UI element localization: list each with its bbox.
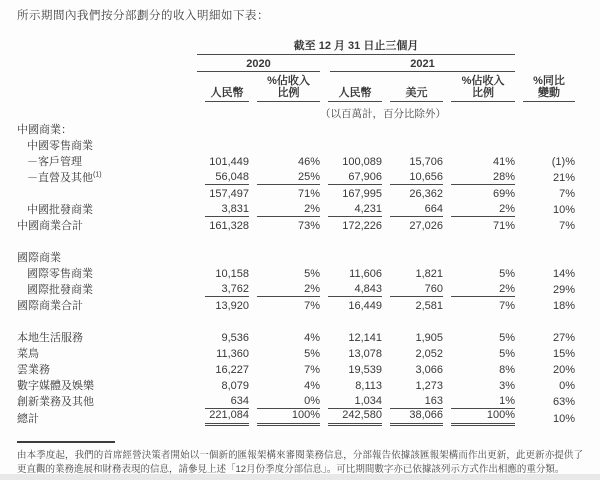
cell-value: 5%: [304, 348, 320, 360]
column-header-row: [17, 72, 575, 102]
row-label: 總計: [17, 413, 39, 425]
cell-value: [249, 121, 320, 137]
cell-value: 5%: [499, 348, 515, 360]
cell-yoy-change: (1)%: [551, 156, 575, 168]
table-row: [17, 297, 575, 313]
cell-value: 56,048: [197, 169, 249, 185]
cell-value: [382, 249, 443, 265]
cell-value: 5%: [499, 268, 515, 280]
cell-value: [197, 137, 249, 153]
row-label: 國際商業合計: [17, 300, 83, 312]
cell-yoy-change: 10%: [552, 413, 575, 425]
cell-value: [382, 137, 443, 153]
cell-yoy-change: 0%: [559, 380, 575, 392]
bottom-edge-band: [0, 474, 600, 480]
cell-value: 73%: [297, 220, 320, 232]
units-note: （以百萬計，百分比除外）: [320, 108, 446, 120]
table-row: [17, 185, 575, 201]
cell-value: 1,905: [415, 332, 443, 344]
table-row: [17, 409, 575, 426]
cell-value: 71%: [297, 188, 320, 200]
spacer-row: [17, 233, 575, 249]
table-row: [17, 345, 575, 361]
cell-value: 25%: [249, 169, 320, 185]
col-header-usd-2021: 美元: [390, 87, 443, 102]
cell-value: 1,821: [415, 268, 443, 280]
cell-yoy-change: 15%: [552, 348, 575, 360]
row-label: 國際商業: [17, 252, 61, 264]
cell-value: [443, 137, 515, 153]
cell-value: 13,920: [215, 300, 249, 312]
year-2021-header: 2021: [330, 58, 515, 72]
row-label: [17, 185, 197, 201]
cell-value: 26,362: [409, 188, 443, 200]
cell-value: 2%: [249, 281, 320, 297]
cell-value: [443, 121, 515, 137]
cell-value: 172,226: [342, 220, 382, 232]
cell-value: 10,158: [215, 268, 249, 280]
cell-value: 38,066: [382, 409, 443, 426]
cell-value: 67,906: [320, 169, 382, 185]
table-row: [17, 169, 575, 185]
cell-value: 7%: [304, 364, 320, 376]
units-note-row: [17, 102, 575, 121]
row-label: 中國商業合計: [17, 220, 83, 232]
cell-value: 3,762: [197, 281, 249, 297]
cell-value: 5%: [304, 268, 320, 280]
cell-value: 2%: [443, 201, 515, 217]
cell-value: 71%: [492, 220, 515, 232]
intro-text: 所示期間內我們按分部劃分的收入明細如下表：: [17, 10, 269, 22]
cell-value: 101,449: [209, 156, 249, 168]
col-header-yoy: %同比 變動: [523, 75, 575, 102]
table-row: [17, 393, 575, 409]
revenue-table: [17, 37, 575, 426]
cell-value: 10,656: [382, 169, 443, 185]
cell-value: 157,497: [209, 188, 249, 200]
cell-value: 12,141: [348, 332, 382, 344]
table-row: [17, 329, 575, 345]
cell-value: 28%: [443, 169, 515, 185]
footnote-marker: (1): [93, 171, 102, 179]
cell-yoy-change: [515, 121, 575, 137]
row-label: 菜鳥: [17, 348, 39, 360]
cell-yoy-change: 10%: [552, 204, 575, 216]
cell-value: [249, 249, 320, 265]
cell-value: 100,089: [342, 156, 382, 168]
cell-value: 1%: [443, 393, 515, 409]
col-header-pct-2021: %佔收入 比例: [451, 75, 515, 102]
cell-yoy-change: [515, 249, 575, 265]
cell-value: 242,580: [320, 409, 382, 426]
col-header-pct-2020: %佔收入 比例: [257, 75, 320, 102]
cell-value: 7%: [499, 300, 515, 312]
row-label: 數字媒體及娛樂: [17, 380, 94, 392]
cell-value: 2%: [249, 201, 320, 217]
cell-yoy-change: 21%: [552, 172, 575, 184]
table-row: [17, 137, 575, 153]
cell-value: 4%: [304, 332, 320, 344]
cell-value: 7%: [304, 300, 320, 312]
table-row: [17, 249, 575, 265]
cell-value: 13,078: [348, 348, 382, 360]
cell-value: 3%: [499, 380, 515, 392]
cell-value: [320, 249, 382, 265]
cell-value: 221,084: [197, 409, 249, 426]
cell-value: 16,227: [215, 364, 249, 376]
cell-yoy-change: 29%: [552, 284, 575, 296]
cell-value: 41%: [492, 156, 515, 168]
row-label: 國際批發商業: [27, 284, 93, 296]
cell-value: 161,328: [209, 220, 249, 232]
row-label: 中國零售商業: [27, 140, 93, 152]
cell-value: 1,273: [415, 380, 443, 392]
row-label: －直營及其他$^{(1)}$: [27, 171, 102, 184]
spacer-row: [17, 313, 575, 329]
row-label: 創新業務及其他: [17, 396, 94, 408]
cell-value: 8,113: [355, 380, 382, 392]
cell-value: 163: [382, 393, 443, 409]
cell-value: 2,581: [415, 300, 443, 312]
cell-value: [320, 137, 382, 153]
table-row: [17, 265, 575, 281]
period-header-row: [17, 37, 575, 55]
table-row: [17, 217, 575, 233]
cell-value: 664: [382, 201, 443, 217]
cell-value: 1,034: [320, 393, 382, 409]
cell-yoy-change: 14%: [552, 268, 575, 280]
year-2020-header: 2020: [197, 58, 320, 72]
cell-value: 167,995: [342, 188, 382, 200]
year-header-row: [17, 55, 575, 72]
cell-value: [197, 249, 249, 265]
cell-yoy-change: 18%: [552, 300, 575, 312]
cell-value: [443, 249, 515, 265]
cell-value: 3,831: [197, 201, 249, 217]
cell-value: 4,231: [320, 201, 382, 217]
cell-value: 0%: [249, 393, 320, 409]
cell-yoy-change: 63%: [552, 396, 575, 408]
cell-value: 5%: [499, 332, 515, 344]
col-header-rmb-2020: 人民幣: [205, 87, 249, 102]
footnote-rule: [17, 441, 115, 443]
cell-yoy-change: 7%: [559, 220, 575, 232]
cell-value: 46%: [297, 156, 320, 168]
cell-value: [382, 121, 443, 137]
table-row: [17, 201, 575, 217]
row-label: 本地生活服務: [17, 332, 83, 344]
cell-value: 634: [197, 393, 249, 409]
row-label: 國際零售商業: [27, 268, 93, 280]
cell-value: 4,843: [320, 281, 382, 297]
table-row: [17, 377, 575, 393]
cell-value: 100%: [249, 409, 320, 426]
cell-value: 9,536: [221, 332, 249, 344]
cell-value: 8,079: [221, 380, 249, 392]
cell-value: 8%: [499, 364, 515, 376]
cell-value: [197, 121, 249, 137]
cell-value: 100%: [443, 409, 515, 426]
table-row: [17, 121, 575, 137]
cell-yoy-change: 20%: [552, 364, 575, 376]
cell-value: [249, 137, 320, 153]
cell-value: 760: [382, 281, 443, 297]
cell-value: 19,539: [348, 364, 382, 376]
period-header: 截至 12 月 31 日止三個月: [197, 37, 515, 55]
cell-yoy-change: [515, 137, 575, 153]
cell-value: 2,052: [415, 348, 443, 360]
cell-value: 15,706: [409, 156, 443, 168]
cell-value: 69%: [492, 188, 515, 200]
footnote-text: 由本季度起，我們的首席經營決策者開始以一個新的匯報架構來審閱業務信息，分部報告依據該匯報架構而作出更新，此更新亦提供了更直觀的業務進展和財務表現的信息，請參見上述「12月份季度分部信息」。可比期間數字亦已依據該列示方式作出相應的重分類。: [17, 450, 583, 475]
row-label: 中國批發商業: [27, 204, 93, 216]
row-label: 雲業務: [17, 364, 50, 376]
cell-value: 3,066: [415, 364, 443, 376]
cell-value: 4%: [304, 380, 320, 392]
cell-value: [320, 121, 382, 137]
cell-value: 2%: [443, 281, 515, 297]
cell-value: 16,449: [348, 300, 382, 312]
table-row: [17, 153, 575, 169]
col-header-rmb-2021: 人民幣: [328, 87, 382, 102]
table-body: [17, 121, 575, 426]
cell-value: 27,026: [409, 220, 443, 232]
cell-yoy-change: 7%: [559, 188, 575, 200]
table-row: [17, 361, 575, 377]
table-row: [17, 281, 575, 297]
cell-value: 11,360: [216, 348, 249, 360]
row-label: －客戶管理: [27, 156, 82, 168]
row-label: 中國商業：: [17, 124, 72, 136]
cell-value: 11,606: [349, 268, 382, 280]
cell-yoy-change: 27%: [552, 332, 575, 344]
